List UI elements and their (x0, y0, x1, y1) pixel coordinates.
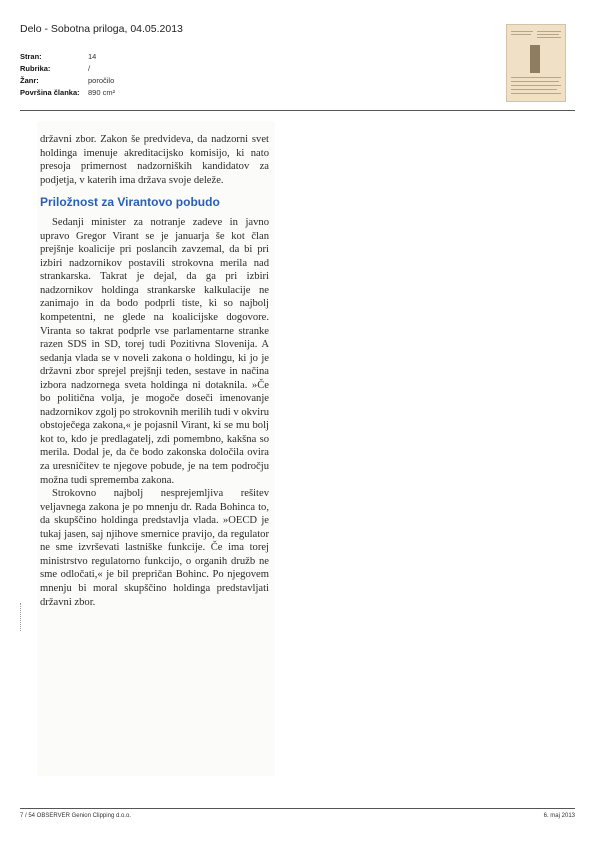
meta-row-area (20, 87, 115, 99)
article-clipping (37, 121, 275, 776)
article-metadata (20, 51, 115, 99)
document-title: Delo - Sobotna priloga, 04.05.2013 (20, 23, 183, 35)
meta-value: 890 cm² (88, 88, 116, 97)
meta-label: Žanr: (20, 76, 39, 85)
meta-value: 14 (88, 52, 97, 61)
meta-row-genre (20, 75, 115, 87)
meta-row-section (20, 63, 115, 75)
margin-mark (20, 603, 25, 631)
meta-value: / (88, 64, 91, 73)
footer-divider (20, 808, 575, 809)
footer-date: 6. maj 2013 (543, 813, 575, 819)
meta-row-page (20, 51, 115, 63)
meta-label: Stran: (20, 52, 42, 61)
meta-value: poročilo (88, 76, 115, 85)
meta-label: Površina članka: (20, 88, 80, 97)
footer-page-info: 7 / 54 OBSERVER Genion Clipping d.o.o. (20, 813, 131, 819)
article-body (40, 133, 269, 609)
article-subheading: Priložnost za Virantovo pobudo (40, 195, 220, 210)
article-intro: državni zbor. Zakon še predvideva, da nadzorni svet holdinga imenuje akreditacijsko komisijo, ki nato presoja primernost nadzorniških kandidatov za podjetja, v katerih ima država svoje deleže. (40, 134, 269, 186)
page-thumbnail (506, 24, 566, 102)
article-paragraph: Strokovno najbolj nesprejemljiva rešitev veljavnega zakona je po mnenju dr. Rada Bohinca to, da skupščino holdinga predstavlja vlada. »OECD je tukaj jasen, saj njihove smernice pravijo, da regulator ne sme izvrševati lastniške funkcije. Če ima torej ministrstvo regulatorno funkcijo, o organih družb ne sme odločati,« je bil prepričan Bohinc. Po njegovem mnenju bi moral skupščino holdinga predstavljati državni zbor. (40, 488, 269, 608)
header-divider (20, 110, 575, 111)
meta-label: Rubrika: (20, 64, 51, 73)
article-paragraph: Sedanji minister za notranje zadeve in javno upravo Gregor Virant se je januarja še kot član prejšnje koalicije pri poslancih zavzemal, da bi pri izbiri nadzornikov postavili strokovna merila nad strankarska. Takrat je dejal, da ga pri izbiri nadzornikov holdinga strankarske kalkulacije ne zanimajo in da bodo podprli tiste, ki so najbolj kompetentni, ne glede na koalicijske dogovore. Viranta so takrat podprle vse parlamentarne stranke razen SDS in SD, torej tudi Pozitivna Slovenija. A sedanja vlada se v noveli zakona o holdingu, ki jo je državni zbor sprejel prejšnji teden, sestave in načina izbora nadzornega sveta holdinga ni dotaknila. »Če bo politična volja, je mogoče doseči imenovanje nadzornikov zgolj po strokovnih merilih tudi v okviru obstoječega zakona,« je pojasnil Virant, ki se mu bolj kot to, kdo je predlagatelj, zdi pomembno, kakšna so merila. Dodal je, da če bodo zakonska določila ovira za uresničitev te njegove pobude, je na tem področju možna tudi sprememba zakona. (40, 217, 269, 486)
